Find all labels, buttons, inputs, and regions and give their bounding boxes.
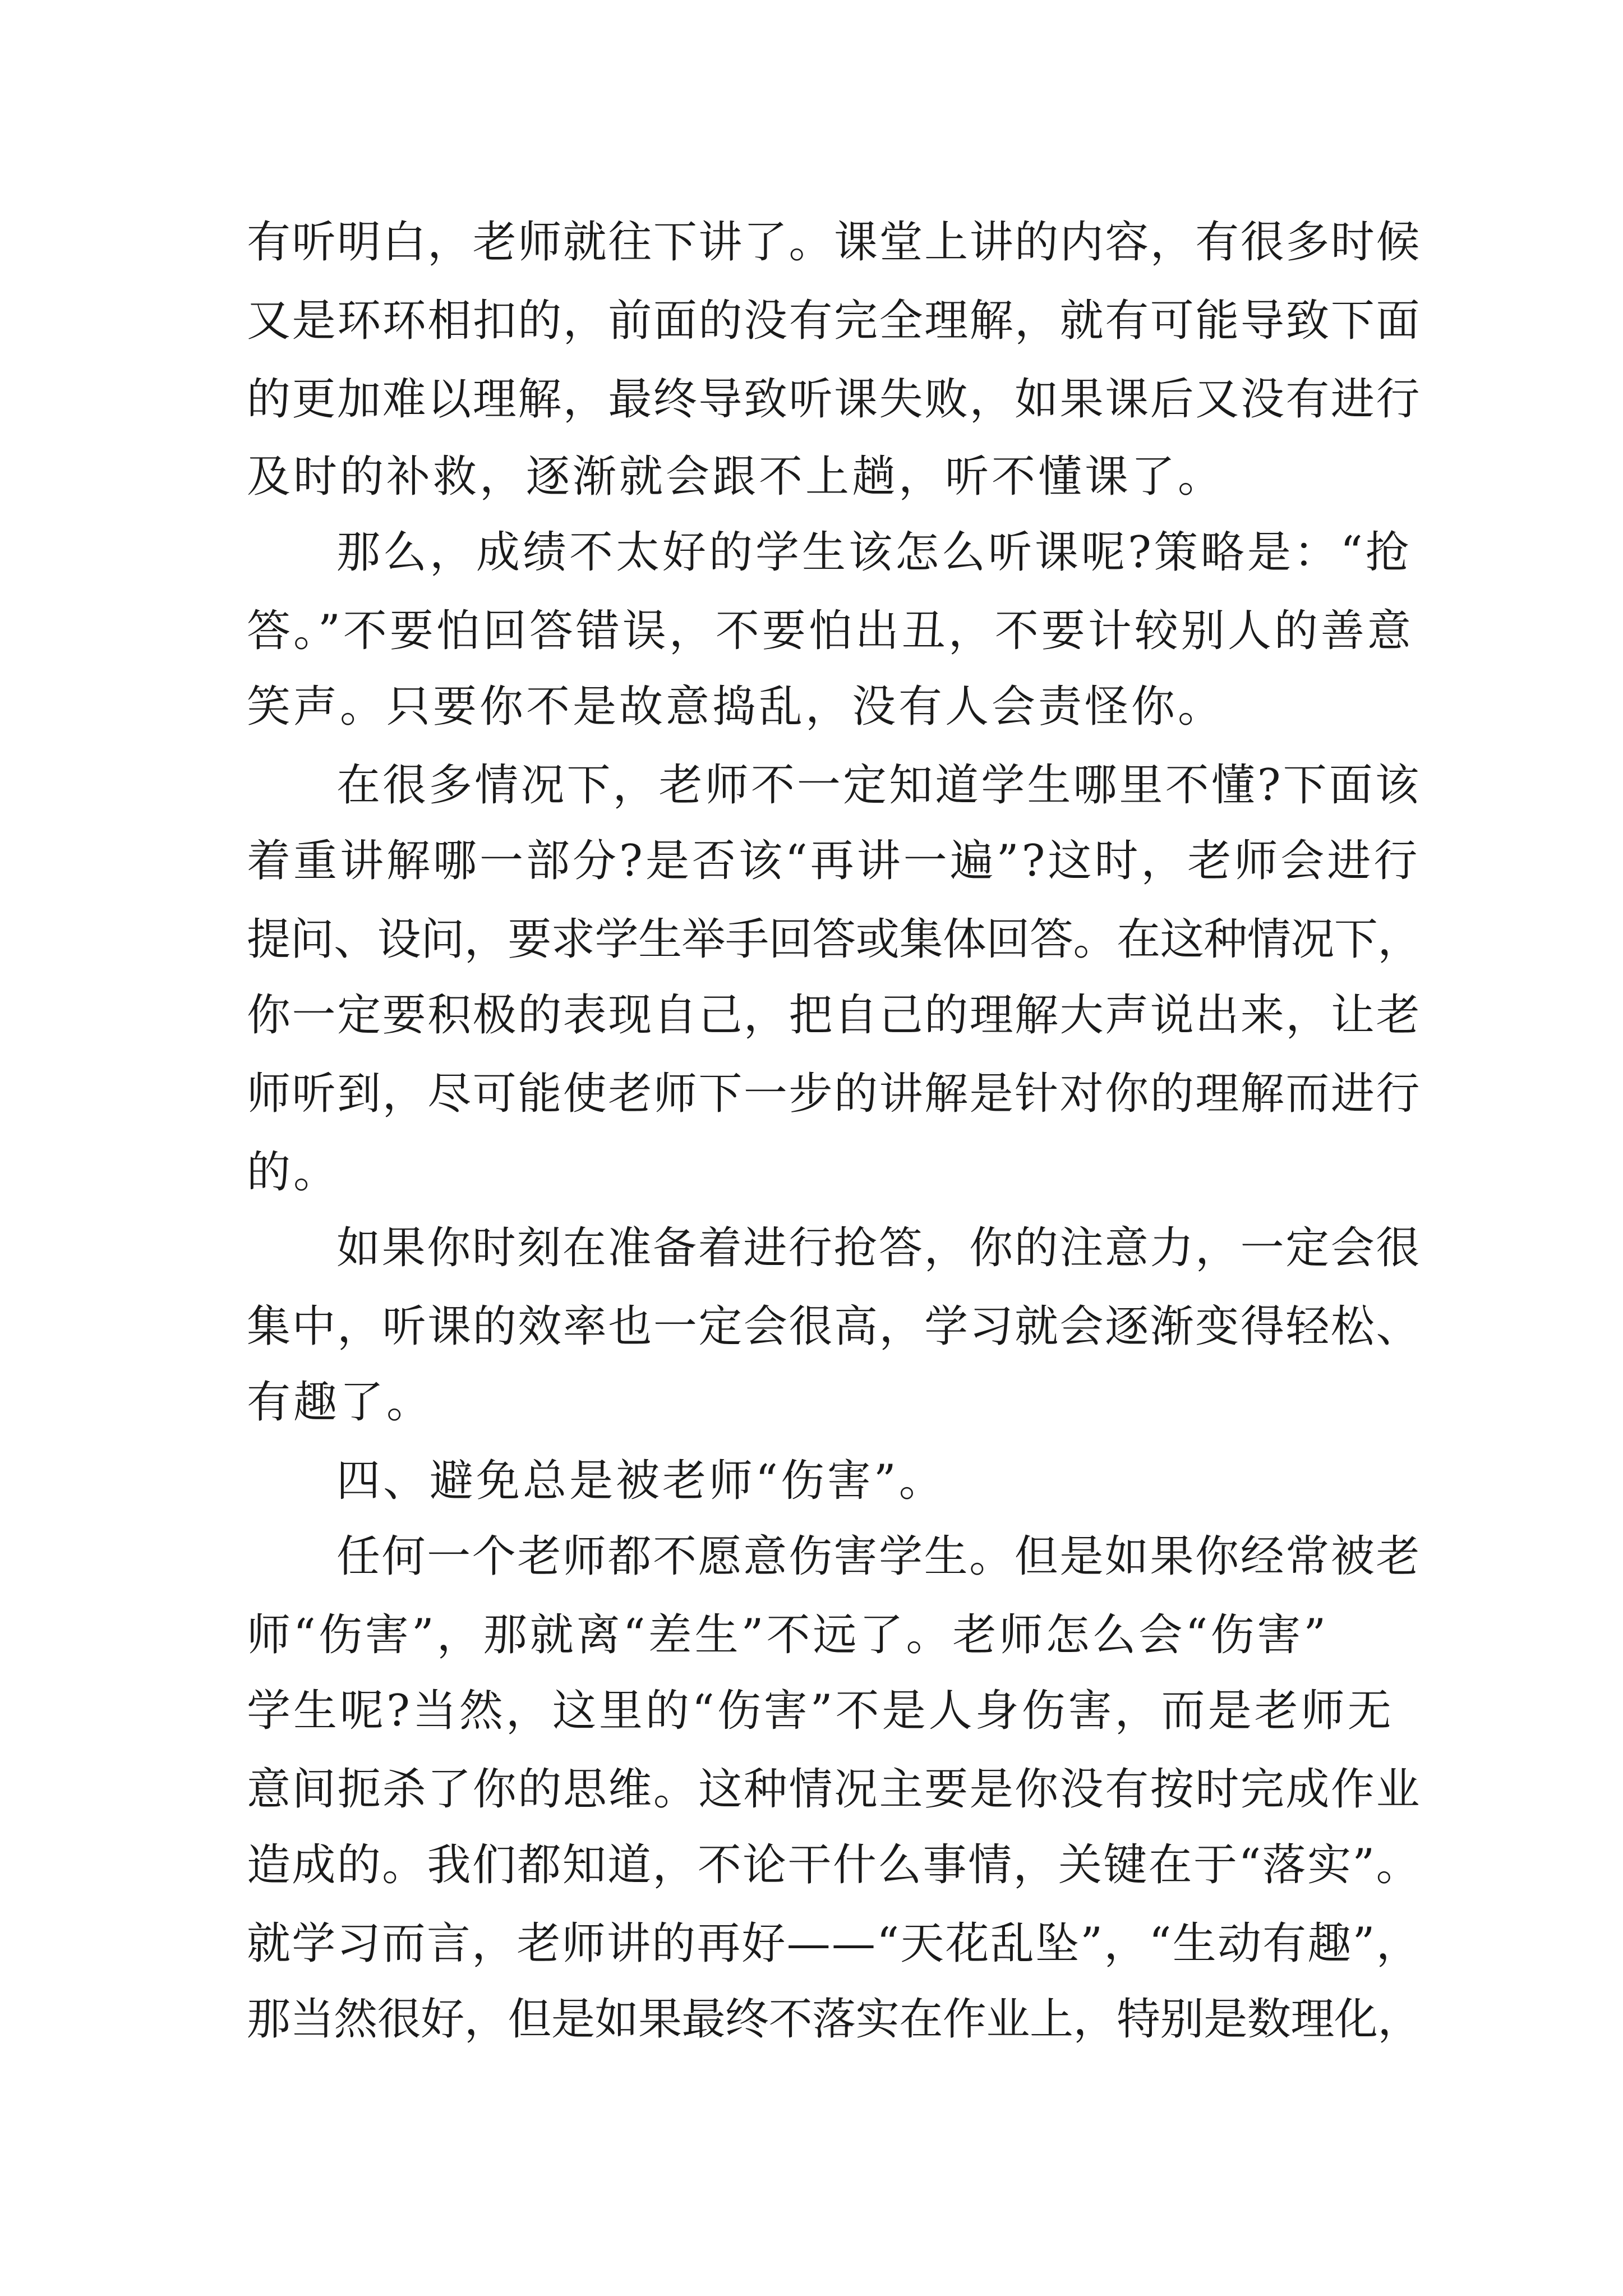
- text-line: 你一定要积极的表现自己，把自己的理解大声说出来，让老: [247, 990, 1421, 1041]
- text-line: 就学习而言，老师讲的再好——“天花乱坠”，“生动有趣”，: [247, 1918, 1421, 1969]
- text-line: 有趣了。: [247, 1377, 434, 1428]
- text-line: 的。: [247, 1147, 340, 1198]
- text-line: 意间扼杀了你的思维。这种情况主要是你没有按时完成作业: [247, 1764, 1421, 1815]
- text-line: 答。”不要怕回答错误，不要怕出丑，不要计较别人的善意: [247, 606, 1414, 656]
- text-line: 的更加难以理解，最终导致听课失败，如果课后又没有进行: [247, 374, 1421, 425]
- paragraph-first-line: 任何一个老师都不愿意伤害学生。但是如果你经常被老: [336, 1531, 1421, 1582]
- paragraph-first-line: 那么，成绩不太好的学生该怎么听课呢?策略是：“抢: [336, 527, 1412, 578]
- paragraph-first-line: 如果你时刻在准备着进行抢答，你的注意力，一定会很: [336, 1223, 1421, 1273]
- section-heading: 四、避免总是被老师“伤害”。: [336, 1456, 946, 1506]
- paragraph-first-line: 在很多情况下，老师不一定知道学生哪里不懂?下面该: [336, 760, 1421, 811]
- text-line: 集中，听课的效率也一定会很高，学习就会逐渐变得轻松、: [247, 1301, 1421, 1352]
- text-line: 及时的补救，逐渐就会跟不上趟，听不懂课了。: [247, 452, 1225, 502]
- text-line: 师“伤害”，那就离“差生”不远了。老师怎么会“伤害”: [247, 1610, 1329, 1660]
- text-line: 学生呢?当然，这里的“伤害”不是人身伤害，而是老师无: [247, 1686, 1394, 1736]
- text-line: 笑声。只要你不是故意捣乱，没有人会责怪你。: [247, 682, 1225, 732]
- text-line: 造成的。我们都知道，不论干什么事情，关键在于“落实”。: [247, 1840, 1421, 1890]
- text-line: 又是环环相扣的，前面的没有完全理解，就有可能导致下面: [247, 296, 1421, 346]
- text-line: 有听明白，老师就往下讲了。课堂上讲的内容，有很多时候: [247, 217, 1421, 268]
- text-line: 那当然很好，但是如果最终不落实在作业上，特别是数理化，: [247, 1994, 1421, 2045]
- text-line: 着重讲解哪一部分?是否该“再讲一遍”?这时，老师会进行: [247, 836, 1421, 886]
- text-line: 师听到，尽可能使老师下一步的讲解是针对你的理解而进行: [247, 1069, 1421, 1119]
- text-line: 提问、设问，要求学生举手回答或集体回答。在这种情况下，: [247, 914, 1421, 965]
